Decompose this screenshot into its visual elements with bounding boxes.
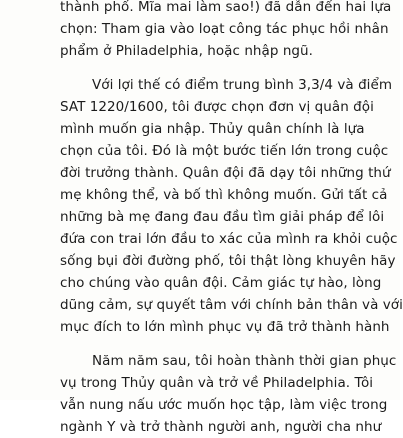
body-text <box>60 0 403 438</box>
text-line: phẩm ở Philadelphia, hoặc nhập ngũ. <box>60 43 313 59</box>
text-line: chọn: Tham gia vào loạt công tác phục hồi nhân <box>60 21 389 37</box>
text-line: đời trưởng thành. Quân đội đã dạy tôi những thứ <box>60 165 391 181</box>
paragraph-gap <box>60 62 386 74</box>
text-line: dũng cảm, sự quyết tâm với chính bản thân và với <box>60 297 403 313</box>
text-line: vụ trong Thủy quân và trở về Philadelphia. Tôi <box>60 375 374 391</box>
text-line: sống bụi đời đường phố, tôi thật lòng khuyên hãy <box>60 253 396 269</box>
text-line: SAT 1220/1600, tôi được chọn đơn vị quân đội <box>60 99 374 115</box>
text-line: mẹ không thể, và bố thì không muốn. Gửi tất cả <box>60 187 388 203</box>
text-line: ngành Y và trở thành người anh, người cha như <box>60 419 382 435</box>
text-line: cho chúng vào quân đội. Cảm giác tự hào, lòng <box>60 275 382 291</box>
text-line: thành phố. Mĩa mai làm sao!) đã dẫn đến hai lựa <box>60 0 392 15</box>
text-line: đứa con trai lớn đầu to xác của mình ra khỏi cuộc <box>60 231 398 247</box>
text-line: Với lợi thế có điểm trung bình 3,3/4 và điểm <box>92 77 393 93</box>
text-line: mục đích to lớn mình phục vụ đã trở thành hành <box>60 319 390 335</box>
paragraph-gap <box>60 338 386 350</box>
text-line: chọn của tôi. Đó là một bước tiến lớn trong cuộc <box>60 143 389 159</box>
paragraph-3 <box>60 350 397 438</box>
text-line: vẫn nung nấu ước muốn học tập, làm việc trong <box>60 397 388 413</box>
paragraph-2 <box>60 74 403 338</box>
paragraph-1 <box>60 0 392 62</box>
text-line: mình muốn gia nhập. Thủy quân chính là lựa <box>60 121 365 137</box>
text-line: Năm năm sau, tôi hoàn thành thời gian phục <box>92 353 397 369</box>
text-line: những bà mẹ đang đau đầu tìm giải pháp để lôi <box>60 209 385 225</box>
